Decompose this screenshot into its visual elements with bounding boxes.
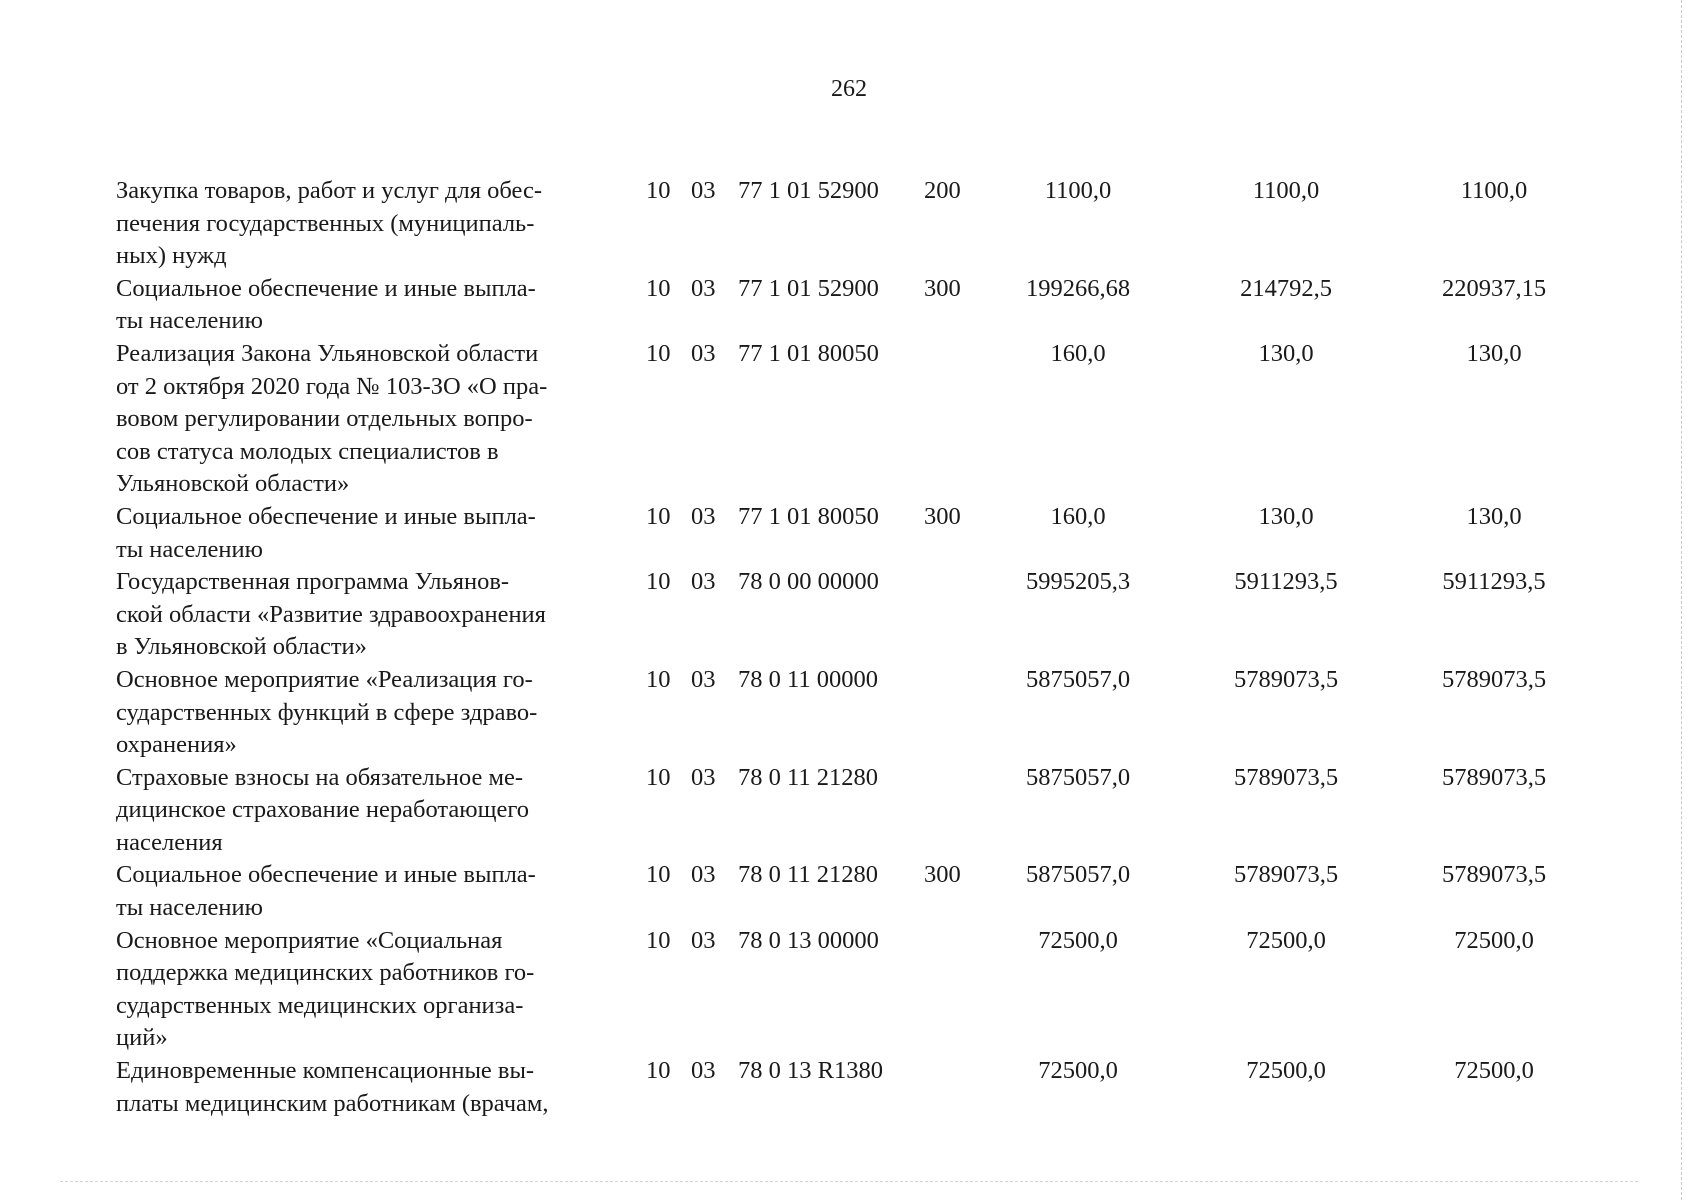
table-row	[116, 338, 1576, 501]
section-code: 10	[646, 177, 671, 204]
amount-year-1: 199266,68	[1025, 274, 1131, 302]
description-line: ты населению	[116, 535, 263, 563]
amount-year-2: 5789073,5	[1233, 763, 1339, 791]
table-row	[116, 859, 1576, 924]
description-line: ций»	[116, 1024, 168, 1052]
description-line: платы медицинским работникам (врачам,	[116, 1089, 549, 1117]
amount-year-1: 5995205,3	[1025, 568, 1131, 596]
row-description	[116, 175, 623, 273]
target-article-code: 78 0 11 21280	[738, 763, 878, 791]
amount-year-3: 220937,15	[1441, 274, 1547, 302]
section-code: 10	[646, 763, 671, 791]
amount-year-1: 160,0	[1050, 339, 1106, 367]
target-article-code: 78 0 13 R1380	[738, 1057, 883, 1085]
subsection-code: 03	[691, 177, 716, 204]
amount-year-1: 1100,0	[1044, 177, 1112, 204]
amount-year-3: 5911293,5	[1442, 568, 1546, 596]
row-description	[116, 1055, 623, 1120]
expense-type-code: 300	[924, 502, 961, 530]
description-line: охранения»	[116, 731, 237, 759]
description-line: населения	[116, 828, 223, 856]
description-line: сударственных медицинских организа-	[116, 991, 524, 1019]
amount-year-2: 5789073,5	[1233, 665, 1339, 693]
subsection-code: 03	[691, 502, 716, 530]
table-row	[116, 501, 1576, 566]
row-description	[116, 501, 623, 566]
subsection-code: 03	[691, 665, 716, 693]
section-code: 10	[646, 926, 671, 954]
amount-year-1: 72500,0	[1038, 926, 1118, 954]
subsection-code: 03	[691, 274, 716, 302]
expense-type-code: 300	[924, 861, 961, 889]
table-row	[116, 664, 1576, 762]
amount-year-1: 5875057,0	[1025, 665, 1131, 693]
amount-year-2: 72500,0	[1246, 926, 1326, 954]
amount-year-1: 72500,0	[1038, 1057, 1118, 1085]
subsection-code: 03	[691, 861, 716, 889]
description-line: Основное мероприятие «Реализация го-	[116, 665, 533, 693]
scan-edge-bottom	[60, 1180, 1638, 1182]
target-article-code: 77 1 01 52900	[738, 274, 879, 302]
row-description	[116, 273, 623, 338]
amount-year-2: 1100,0	[1252, 177, 1320, 204]
amount-year-3: 1100,0	[1460, 177, 1528, 204]
page-number: 262	[831, 76, 867, 102]
budget-table	[116, 175, 1576, 1120]
table-row	[116, 566, 1576, 664]
amount-year-1: 5875057,0	[1025, 861, 1131, 889]
row-description	[116, 664, 623, 762]
description-line: Единовременные компенсационные вы-	[116, 1057, 535, 1085]
section-code: 10	[646, 502, 671, 530]
amount-year-3: 72500,0	[1454, 926, 1534, 954]
row-description	[116, 762, 623, 860]
description-line: в Ульяновской области»	[116, 633, 367, 661]
amount-year-3: 5789073,5	[1441, 763, 1547, 791]
description-line: поддержка медицинских работников го-	[116, 959, 535, 987]
amount-year-2: 5911293,5	[1234, 568, 1338, 596]
description-line: от 2 октября 2020 года № 103-ЗО «О пра-	[116, 372, 548, 400]
row-description	[116, 566, 623, 664]
amount-year-2: 5789073,5	[1233, 861, 1339, 889]
table-row	[116, 762, 1576, 860]
description-line: вовом регулировании отдельных вопро-	[116, 405, 533, 433]
description-line: ных) нужд	[116, 242, 227, 270]
description-line: Социальное обеспечение и иные выпла-	[116, 502, 536, 530]
subsection-code: 03	[691, 763, 716, 791]
description-line: Социальное обеспечение и иные выпла-	[116, 861, 536, 889]
subsection-code: 03	[691, 568, 716, 596]
section-code: 10	[646, 665, 671, 693]
section-code: 10	[646, 861, 671, 889]
description-line: сов статуса молодых специалистов в	[116, 437, 499, 465]
table-row	[116, 175, 1576, 273]
target-article-code: 77 1 01 80050	[738, 339, 879, 367]
row-description	[116, 925, 623, 1055]
description-line: ской области «Развитие здравоохранения	[116, 600, 546, 628]
target-article-code: 78 0 11 21280	[738, 861, 878, 889]
description-line: печения государственных (муниципаль-	[116, 209, 535, 237]
row-description	[116, 859, 623, 924]
section-code: 10	[646, 568, 671, 596]
description-line: Социальное обеспечение и иные выпла-	[116, 274, 536, 302]
amount-year-2: 130,0	[1258, 502, 1314, 530]
description-line: ты населению	[116, 307, 263, 335]
description-line: Ульяновской области»	[116, 470, 350, 498]
table-row	[116, 925, 1576, 1055]
description-line: дицинское страхование неработающего	[116, 796, 530, 824]
description-line: Страховые взносы на обязательное ме-	[116, 763, 524, 791]
target-article-code: 77 1 01 80050	[738, 502, 879, 530]
subsection-code: 03	[691, 1057, 716, 1085]
amount-year-3: 72500,0	[1454, 1057, 1534, 1085]
description-line: Реализация Закона Ульяновской области	[116, 339, 539, 367]
section-code: 10	[646, 274, 671, 302]
description-line: сударственных функций в сфере здраво-	[116, 698, 538, 726]
expense-type-code: 200	[924, 177, 961, 204]
section-code: 10	[646, 1057, 671, 1085]
row-description	[116, 338, 623, 501]
section-code: 10	[646, 339, 671, 367]
target-article-code: 78 0 13 00000	[738, 926, 879, 954]
description-line: Основное мероприятие «Социальная	[116, 926, 503, 954]
amount-year-1: 160,0	[1050, 502, 1106, 530]
table-row	[116, 1055, 1576, 1120]
amount-year-1: 5875057,0	[1025, 763, 1131, 791]
amount-year-3: 130,0	[1466, 339, 1522, 367]
amount-year-3: 5789073,5	[1441, 665, 1547, 693]
amount-year-2: 214792,5	[1240, 274, 1332, 302]
target-article-code: 78 0 11 00000	[738, 665, 878, 693]
description-line: ты населению	[116, 894, 263, 922]
amount-year-3: 5789073,5	[1441, 861, 1547, 889]
description-line: Государственная программа Ульянов-	[116, 568, 510, 596]
amount-year-2: 72500,0	[1246, 1057, 1326, 1085]
subsection-code: 03	[691, 926, 716, 954]
amount-year-3: 130,0	[1466, 502, 1522, 530]
scan-edge-right	[1680, 0, 1682, 1200]
target-article-code: 78 0 00 00000	[738, 568, 879, 596]
amount-year-2: 130,0	[1258, 339, 1314, 367]
description-line: Закупка товаров, работ и услуг для обес-	[116, 177, 543, 204]
target-article-code: 77 1 01 52900	[738, 177, 879, 204]
table-row	[116, 273, 1576, 338]
expense-type-code: 300	[924, 274, 961, 302]
subsection-code: 03	[691, 339, 716, 367]
